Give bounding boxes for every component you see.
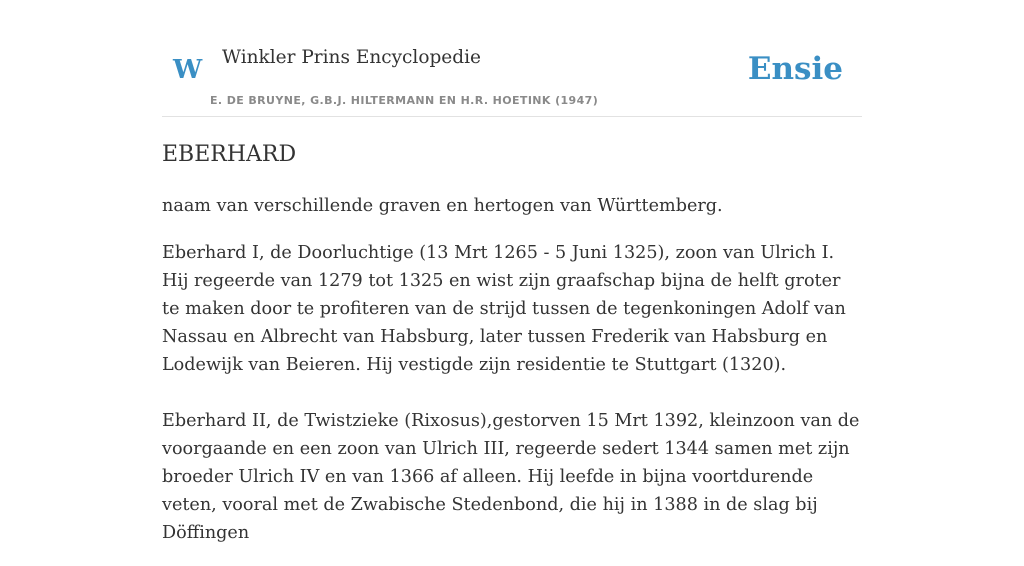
source-authors: E. DE BRUYNE, G.B.J. HILTERMANN EN H.R. HOETINK (1947) — [210, 94, 599, 107]
article-body — [162, 192, 862, 566]
ensie-brand-logo[interactable]: Ensie — [747, 51, 843, 87]
page-container — [162, 0, 862, 543]
source-header — [162, 0, 862, 117]
article-paragraph-intro: naam van verschillende graven en hertogen van Württemberg. — [162, 196, 723, 216]
article-title: EBERHARD — [162, 142, 297, 167]
source-title-link[interactable]: Winkler Prins Encyclopedie — [222, 47, 481, 68]
winkler-prins-logo[interactable]: W — [173, 55, 203, 85]
article-paragraph-eberhard-2: Eberhard II, de Twistzieke (Rixosus),gestorven 15 Mrt 1392, kleinzoon van de voorgaande en een zoon van Ulrich III, regeerde sedert 1344 samen met zijn broeder Ulrich IV en van 1366 af alleen. Hij leefde in bijna voortdurende veten, vooral met de Zwabische Stedenbond, die hij in 1388 in de slag bij Döffingen — [162, 411, 860, 543]
article-paragraph-eberhard-1: Eberhard I, de Doorluchtige (13 Mrt 1265 - 5 Juni 1325), zoon van Ulrich I. Hij regeerde van 1279 tot 1325 en wist zijn graafschap bijna de helft groter te maken door te profiteren van de strijd tussen de tegenkoningen Adolf van Nassau en Albrecht van Habsburg, later tussen Frederik van Habsburg en Lodewijk van Beieren. Hij vestigde zijn residentie te Stuttgart (1320). — [162, 243, 846, 375]
